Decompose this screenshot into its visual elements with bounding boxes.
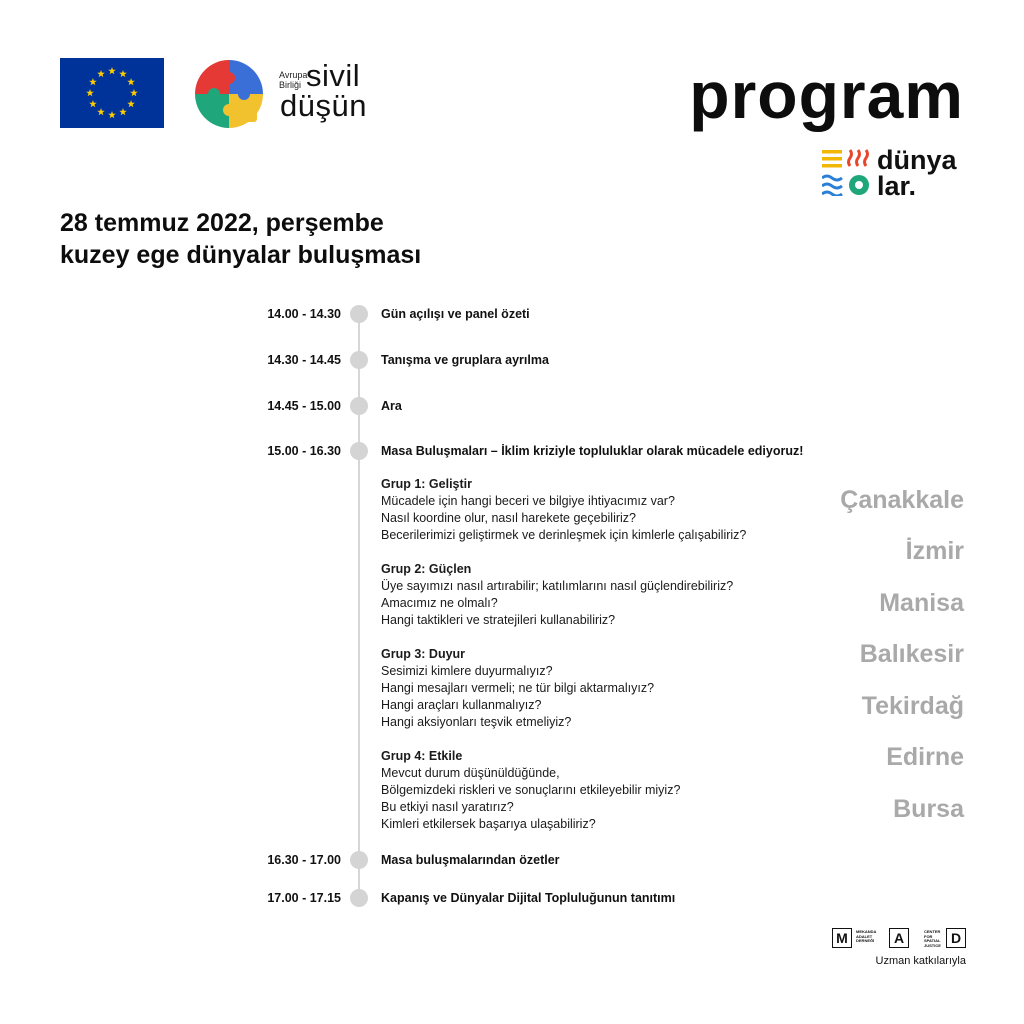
group-question: Mevcut durum düşünüldüğünde, [381,766,560,780]
mad-logo [832,928,966,950]
schedule-time: 14.45 - 15.00 [267,399,341,413]
schedule-title: Gün açılışı ve panel özeti [381,307,530,321]
group-title: Grup 1: Geliştir [381,477,472,491]
group-block [381,748,680,833]
timeline-dot [350,889,368,907]
city-name: Manisa [879,589,964,617]
city-name: Balıkesir [859,640,964,668]
sivil-dusun-small-1: Avrupa [279,70,308,80]
timeline-dot [350,351,368,369]
group-question: Üye sayımızı nasıl artırabilir; katılımlarını nasıl güçlendirebiliriz? [381,579,734,593]
group-question: Hangi aksiyonları teşvik etmeliyiz? [381,715,572,729]
schedule-time: 14.00 - 14.30 [267,307,341,321]
mad-letter-d: D [946,928,966,948]
group-block [381,646,654,731]
schedule-time: 16.30 - 17.00 [267,853,341,867]
group-title: Grup 2: Güçlen [381,562,472,576]
city-name: Çanakkale [840,486,964,514]
group-question: Sesimizi kimlere duyurmalıyız? [381,664,553,678]
schedule-title: Masa buluşmalarından özetler [381,853,560,867]
group-question: Nasıl koordine olur, nasıl harekete geçebiliriz? [381,511,636,525]
group-question: Hangi araçları kullanmalıyız? [381,698,542,712]
group-block [381,476,746,544]
group-question: Mücadele için hangi beceri ve bilgiye ihtiyacımız var? [381,494,675,508]
city-name: Tekirdağ [861,692,964,720]
group-question: Amacımız ne olmalı? [381,596,498,610]
group-question: Bölgemizdeki riskleri ve sonuçlarını etkileyebilir miyiz? [381,783,681,797]
eu-flag-icon [60,58,164,128]
page-title: program [689,58,964,132]
city-name: Bursa [893,795,964,823]
sivil-dusun-word-2: düşün [280,88,367,123]
city-name: Edirne [886,743,964,771]
mad-left-text: MEKANDA ADALET DERNEĞİ [856,929,877,943]
schedule-title: Ara [381,399,402,413]
timeline-dot [350,851,368,869]
event-date: 28 temmuz 2022, perşembe [60,209,384,237]
timeline-dot [350,397,368,415]
schedule-title: Kapanış ve Dünyalar Dijital Topluluğunun tanıtımı [381,891,676,905]
mad-letter-m: M [832,928,852,948]
group-question: Hangi taktikleri ve stratejileri kullanabiliriz? [381,613,616,627]
schedule-time: 17.00 - 17.15 [267,891,341,905]
mad-right-text: CENTER FOR SPATIAL JUSTICE [924,929,941,948]
sivil-dusun-small-2: Birliği [279,80,302,90]
footer-caption: Uzman katkılarıyla [875,955,966,967]
schedule-time: 14.30 - 14.45 [267,353,341,367]
schedule-time: 15.00 - 16.30 [267,444,341,458]
city-name: İzmir [905,537,964,565]
group-block [381,561,733,629]
timeline-dot [350,442,368,460]
schedule-title: Tanışma ve gruplara ayrılma [381,353,549,367]
puzzle-logo-icon [192,58,266,130]
group-title: Grup 4: Etkile [381,749,463,763]
timeline-dot [350,305,368,323]
group-question: Kimleri etkilersek başarıya ulaşabiliriz? [381,817,596,831]
sivil-dusun-word-1: sivil [306,58,361,93]
dunyalar-text-2: lar. [877,171,917,201]
group-title: Grup 3: Duyur [381,647,466,661]
schedule-title: Masa Buluşmaları – İklim kriziyle topluluklar olarak mücadele ediyoruz! [381,444,804,458]
mad-letter-a: A [889,928,909,948]
group-question: Hangi mesajları vermeli; ne tür bilgi aktarmalıyız? [381,681,655,695]
dunyalar-text-1: dünya [877,145,957,175]
group-question: Bu etkiyi nasıl yaratırız? [381,800,514,814]
group-question: Becerilerimizi geliştirmek ve derinleşmek için kimlerle çalışabiliriz? [381,528,747,542]
event-name: kuzey ege dünyalar buluşması [60,241,422,269]
dunyalar-logo-icon [822,148,874,196]
